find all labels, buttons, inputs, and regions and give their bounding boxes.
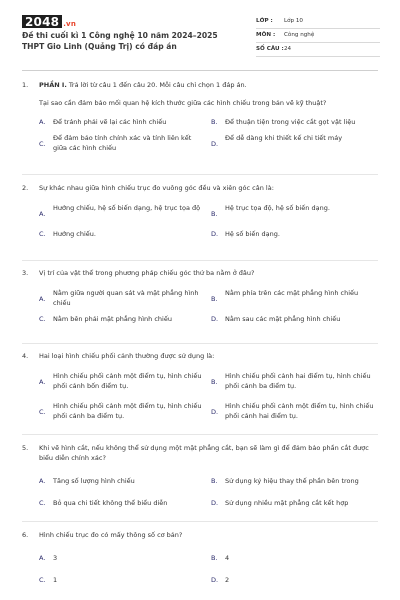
option-text: Để dễ dàng khi thiết kế chi tiết máy — [225, 134, 343, 142]
question-stem — [22, 268, 382, 278]
option-text: Sử dụng nhiều mặt phẳng cắt kết hợp — [225, 499, 349, 507]
option-d[interactable] — [211, 311, 376, 325]
option-letter: C. — [39, 140, 46, 148]
options — [39, 550, 382, 591]
options-row — [39, 114, 382, 133]
option-letter: B. — [211, 477, 218, 485]
option-letter: B. — [211, 210, 218, 218]
option-text: Bỏ qua chi tiết không thể biểu diễn — [53, 499, 168, 507]
option-text: 4 — [225, 554, 230, 562]
options — [39, 473, 382, 514]
option-letter: C. — [39, 315, 46, 323]
option-text: Hình chiếu phối cảnh một điểm tụ, hình chiếu phối cảnh bốn điểm tụ. — [53, 372, 202, 390]
option-text: Sử dụng ký hiệu thay thế phần bên trong — [225, 477, 359, 485]
option-c[interactable] — [39, 133, 204, 153]
option-letter: A. — [39, 118, 46, 126]
option-text: Hình chiếu phối cảnh hai điểm tụ, hình chiếu phối cảnh ba điểm tụ. — [225, 372, 371, 390]
options-row — [39, 473, 382, 495]
option-c[interactable] — [39, 572, 204, 586]
option-text: Nằm sau các mặt phẳng hình chiếu — [225, 315, 341, 323]
question-prompt: Tại sao cần đảm bảo mối quan hệ kích thước giữa các hình chiếu trong bản vẽ kỹ thuật? — [39, 99, 327, 107]
question-3 — [22, 268, 382, 330]
option-letter: C. — [39, 230, 46, 238]
option-a[interactable] — [39, 203, 204, 218]
exam-meta — [256, 15, 380, 57]
option-a[interactable] — [39, 550, 204, 564]
option-text: Tăng số lượng hình chiếu — [53, 477, 135, 485]
question-number: 6. — [22, 531, 29, 539]
option-b[interactable] — [211, 550, 376, 564]
logo-text: 2048 — [22, 15, 62, 28]
options-row — [39, 371, 382, 401]
option-d[interactable] — [211, 401, 376, 421]
option-letter: D. — [211, 499, 219, 507]
option-text: Để thuận tiện trong việc cắt gọt vật liệu — [225, 118, 356, 126]
header-divider — [22, 70, 378, 71]
meta-value: 24 — [284, 46, 292, 52]
options — [39, 288, 382, 330]
question-stem — [22, 183, 382, 193]
option-letter: C. — [39, 499, 46, 507]
option-letter: C. — [39, 576, 46, 584]
option-letter: B. — [211, 554, 218, 562]
option-b[interactable] — [211, 473, 376, 487]
option-b[interactable] — [211, 371, 376, 391]
option-text: 3 — [53, 554, 58, 562]
option-text: Hướng chiếu. — [53, 230, 96, 238]
question-stem — [22, 351, 382, 361]
option-letter: B. — [211, 295, 218, 303]
option-text: Hệ trục tọa độ, hệ số biến dạng. — [225, 204, 330, 212]
question-text: Vị trí của vật thể trong phương pháp chiếu góc thứ ba nằm ở đâu? — [39, 269, 255, 277]
option-a[interactable] — [39, 288, 204, 308]
option-letter: D. — [211, 230, 219, 238]
options-row — [39, 401, 382, 427]
meta-value: Công nghệ — [284, 32, 315, 38]
option-text: Hướng chiếu, hệ số biến dạng, hệ trục tọa độ — [53, 204, 201, 212]
option-b[interactable] — [211, 288, 376, 303]
question-4 — [22, 351, 382, 427]
option-c[interactable] — [39, 311, 204, 325]
option-d[interactable] — [211, 133, 376, 148]
option-a[interactable] — [39, 371, 204, 391]
question-6 — [22, 530, 382, 591]
site-logo[interactable] — [22, 15, 76, 29]
option-text: Nằm bên phải mặt phẳng hình chiếu — [53, 315, 172, 323]
section-label: PHẦN I. — [39, 81, 67, 89]
option-text: Nằm phía trên các mặt phẳng hình chiếu — [225, 289, 359, 297]
question-text: Sự khác nhau giữa hình chiếu trục đo vuông góc đều và xiên góc cân là: — [39, 184, 274, 192]
meta-key: MÔN : — [256, 32, 276, 38]
option-text: Nằm giữa người quan sát và mặt phẳng hình chiếu — [53, 289, 199, 307]
options-row — [39, 203, 382, 226]
option-a[interactable] — [39, 473, 204, 487]
option-letter: A. — [39, 554, 46, 562]
option-d[interactable] — [211, 495, 376, 509]
option-b[interactable] — [211, 114, 376, 128]
option-text: 2 — [225, 576, 230, 584]
option-b[interactable] — [211, 203, 376, 218]
meta-row-class — [256, 15, 380, 29]
option-d[interactable] — [211, 226, 376, 240]
logo-suffix: .vn — [63, 20, 77, 28]
options-row — [39, 226, 382, 245]
question-2 — [22, 183, 382, 245]
question-number: 5. — [22, 444, 29, 452]
option-text: Hệ số biến dạng. — [225, 230, 280, 238]
question-number: 2. — [22, 184, 29, 192]
option-text: Hình chiếu phối cảnh một điểm tụ, hình chiếu phối cảnh hai điểm tụ. — [225, 402, 374, 420]
options-row — [39, 495, 382, 514]
options — [39, 203, 382, 245]
options-row — [39, 288, 382, 311]
options — [39, 371, 382, 427]
question-divider — [22, 343, 378, 344]
option-letter: A. — [39, 477, 46, 485]
option-letter: D. — [211, 408, 219, 416]
question-number: 1. — [22, 81, 29, 89]
option-letter: C. — [39, 408, 46, 416]
question-1 — [22, 80, 382, 156]
question-stem — [22, 530, 382, 540]
meta-row-subject — [256, 29, 380, 43]
meta-value: Lớp 10 — [284, 18, 303, 24]
page-title: Đề thi cuối kì 1 Công nghệ 10 năm 2024–2025 THPT Gio Linh (Quảng Trị) có đáp án — [22, 31, 218, 51]
option-letter: A. — [39, 295, 46, 303]
meta-key: LỚP : — [256, 18, 273, 24]
option-c[interactable] — [39, 401, 204, 421]
option-letter: D. — [211, 315, 219, 323]
question-5 — [22, 443, 382, 514]
option-letter: B. — [211, 378, 218, 386]
options-row — [39, 133, 382, 156]
option-letter: B. — [211, 118, 218, 126]
question-divider — [22, 434, 378, 435]
page-header — [0, 0, 400, 60]
options-row — [39, 311, 382, 330]
question-number: 3. — [22, 269, 29, 277]
question-text: Khi vẽ hình cắt, nếu không thể sử dụng một mặt phẳng cắt, bạn sẽ làm gì để đảm bảo phần cắt được biểu diễn chính xác? — [39, 444, 369, 462]
question-divider — [22, 521, 378, 522]
option-letter: D. — [211, 140, 219, 148]
option-d[interactable] — [211, 572, 376, 586]
question-text: Hình chiếu trục đo có mấy thông số cơ bản? — [39, 531, 183, 539]
question-stem — [22, 443, 382, 463]
question-text: Trả lời từ câu 1 đến câu 20. Mỗi câu chỉ chọn 1 đáp án. — [66, 81, 247, 89]
option-text: Hình chiếu phối cảnh một điểm tụ, hình chiếu phối cảnh ba điểm tụ. — [53, 402, 202, 420]
meta-key: SỐ CÂU : — [256, 46, 284, 52]
option-c[interactable] — [39, 495, 204, 509]
option-text: Để đảm bảo tính chính xác và tính liên kết giữa các hình chiếu — [53, 134, 192, 152]
option-letter: D. — [211, 576, 219, 584]
option-text: Để tránh phải vẽ lại các hình chiếu — [53, 118, 167, 126]
options-row — [39, 550, 382, 572]
options-row — [39, 572, 382, 591]
question-number: 4. — [22, 352, 29, 360]
question-text: Hai loại hình chiếu phối cảnh thường được sử dụng là: — [39, 352, 215, 360]
option-letter: A. — [39, 378, 46, 386]
options — [39, 114, 382, 156]
option-a[interactable] — [39, 114, 204, 128]
question-divider — [22, 174, 378, 175]
meta-row-count — [256, 43, 380, 57]
option-text: 1 — [53, 576, 58, 584]
question-divider — [22, 260, 378, 261]
question-stem — [22, 80, 382, 90]
option-letter: A. — [39, 210, 46, 218]
option-c[interactable] — [39, 226, 204, 240]
